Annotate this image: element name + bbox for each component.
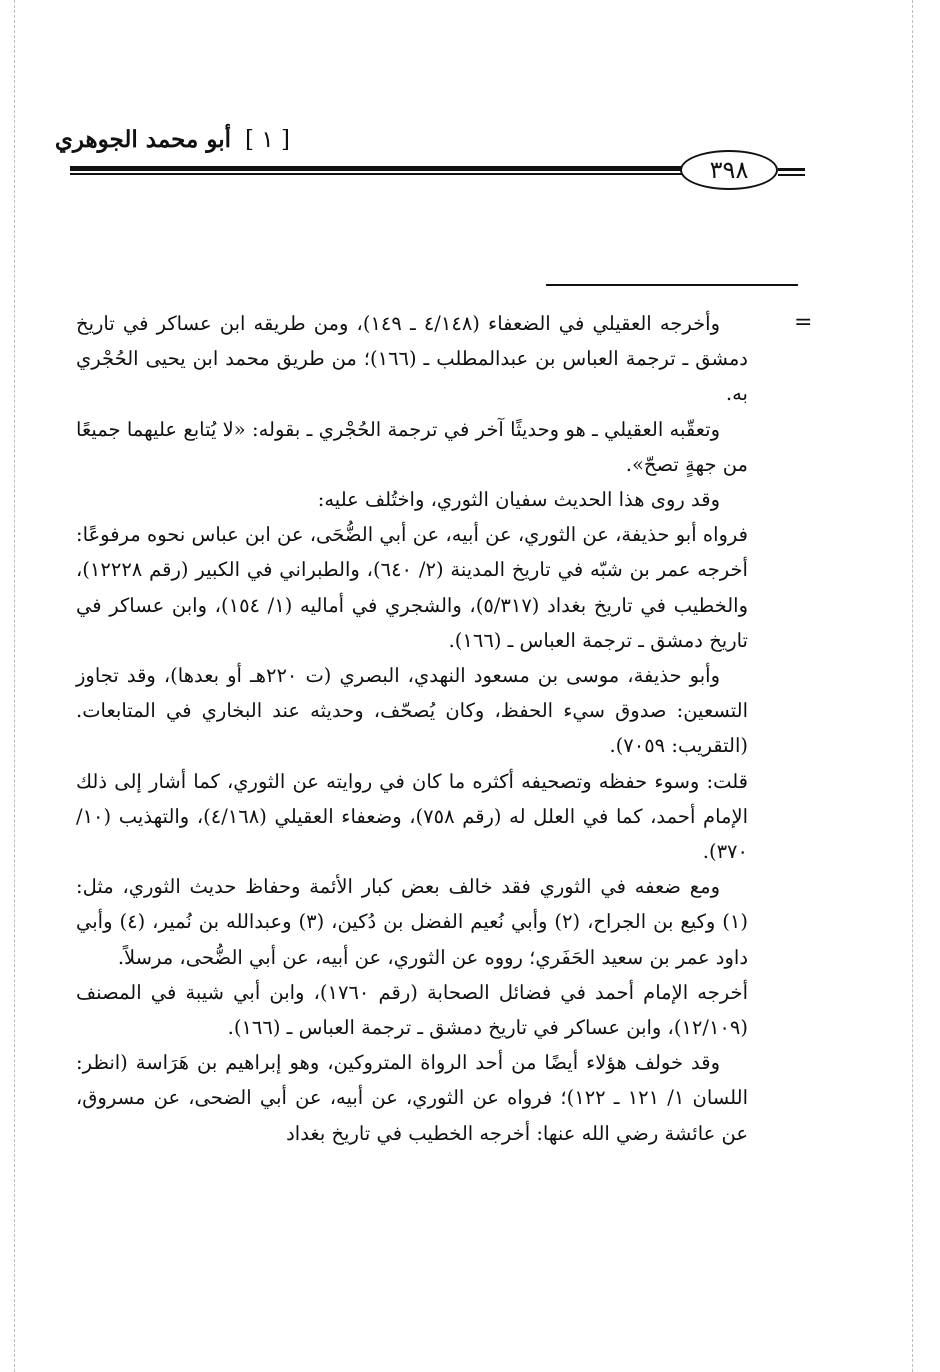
paragraph-1: وأخرجه العقيلي في الضعفاء (٤/١٤٨ ـ ١٤٩)، ومن طريقه ابن عساكر في تاريخ دمشق ـ ترجمة العباس بن عبدالمطلب ـ (١٦٦)؛ من طريق محمد ابن يحيى الحُجْري به. — [76, 312, 748, 406]
header-rule — [70, 166, 682, 175]
paragraph-5: وأبو حذيفة، موسى بن مسعود النهدي، البصري (ت ٢٢٠هـ أو بعدها)، وقد تجاوز التسعين: صدوق سيء الحفظ، وكان يُصحّف، وحديثه عند البخاري في المتابعات. (التقريب: ٧٠٥٩). — [76, 664, 748, 758]
header-rule-right — [778, 168, 805, 176]
footnote-continuation-mark: = — [794, 310, 813, 335]
paragraph-2: وتعقّبه العقيلي ـ هو وحديثًا آخر في ترجمة الحُجْري ـ بقوله: «لا يُتابع عليهما جميعًا من جهةٍ تصحّ». — [76, 417, 748, 476]
paragraph-9: وقد خولف هؤلاء أيضًا من أحد الرواة المتروكين، وهو إبراهيم بن هَرَاسة (انظر: اللسان ١/ ١٢١ ـ ١٢٢)؛ فرواه عن الثوري، عن أبيه، عن أبي الضحى، عن مسروق، عن عائشة رضي الله عنها: أخرجه الخطيب في تاريخ بغداد — [76, 1051, 748, 1145]
paragraph-8: أخرجه الإمام أحمد في فضائل الصحابة (رقم ١٧٦٠)، وابن أبي شيبة في المصنف (١٢/١٠٩)، وابن عساكر في تاريخ دمشق ـ ترجمة العباس ـ (١٦٦). — [76, 980, 748, 1040]
paragraph-3: وقد روى هذا الحديث سفيان الثوري، واختُلف عليه: — [317, 488, 720, 512]
footnote-separator-rule — [546, 284, 798, 286]
scan-edge-left — [14, 0, 15, 1372]
paragraph-6: قلت: وسوء حفظه وتصحيفه أكثره ما كان في روايته عن الثوري، كما أشار إلى ذلك الإمام أحمد، كما في العلل له (رقم ٧٥٨)، وضعفاء العقيلي (٤/١٦٨)، والتهذيب (١٠/ ٣٧٠). — [76, 769, 748, 864]
header-author-name: أبو محمد الجوهري — [54, 126, 232, 153]
scan-edge-right — [912, 0, 913, 1372]
header-rule-right-line-2 — [778, 174, 805, 176]
header-rule-thin — [70, 173, 682, 175]
running-header — [55, 126, 290, 153]
paragraph-7: ومع ضعفه في الثوري فقد خالف بعض كبار الأئمة وحفاظ حديث الثوري، مثل: (١) وكيع بن الجراح، (٢) وأبي نُعيم الفضل بن دُكين، (٣) وعبدالله بن نُمير، (٤) وأبي داود عمر بن سعيد الحَفَري؛ رووه عن الثوري، عن أبيه، عن أبي الضُّحى، مرسلاً. — [76, 875, 748, 969]
page-number: ٣٩٨ — [680, 150, 778, 190]
header-rule-right-line-1 — [778, 168, 805, 171]
footnote-text — [76, 306, 748, 1151]
header-rule-thick — [70, 166, 682, 171]
header-entry-number: [ ١ ] — [245, 127, 290, 153]
paragraph-4: فرواه أبو حذيفة، عن الثوري، عن أبيه، عن أبي الضُّحَى، عن ابن عباس نحوه مرفوعًا: أخرجه عمر بن شبّه في تاريخ المدينة (٢/ ٦٤٠)، والطبراني في الكبير (رقم ١٢٢٢٨)، والخطيب في تاريخ بغداد (٥/٣١٧)، والشجري في أماليه (١/ ١٥٤)، وابن عساكر في تاريخ دمشق ـ ترجمة العباس ـ (١٦٦). — [76, 523, 748, 652]
